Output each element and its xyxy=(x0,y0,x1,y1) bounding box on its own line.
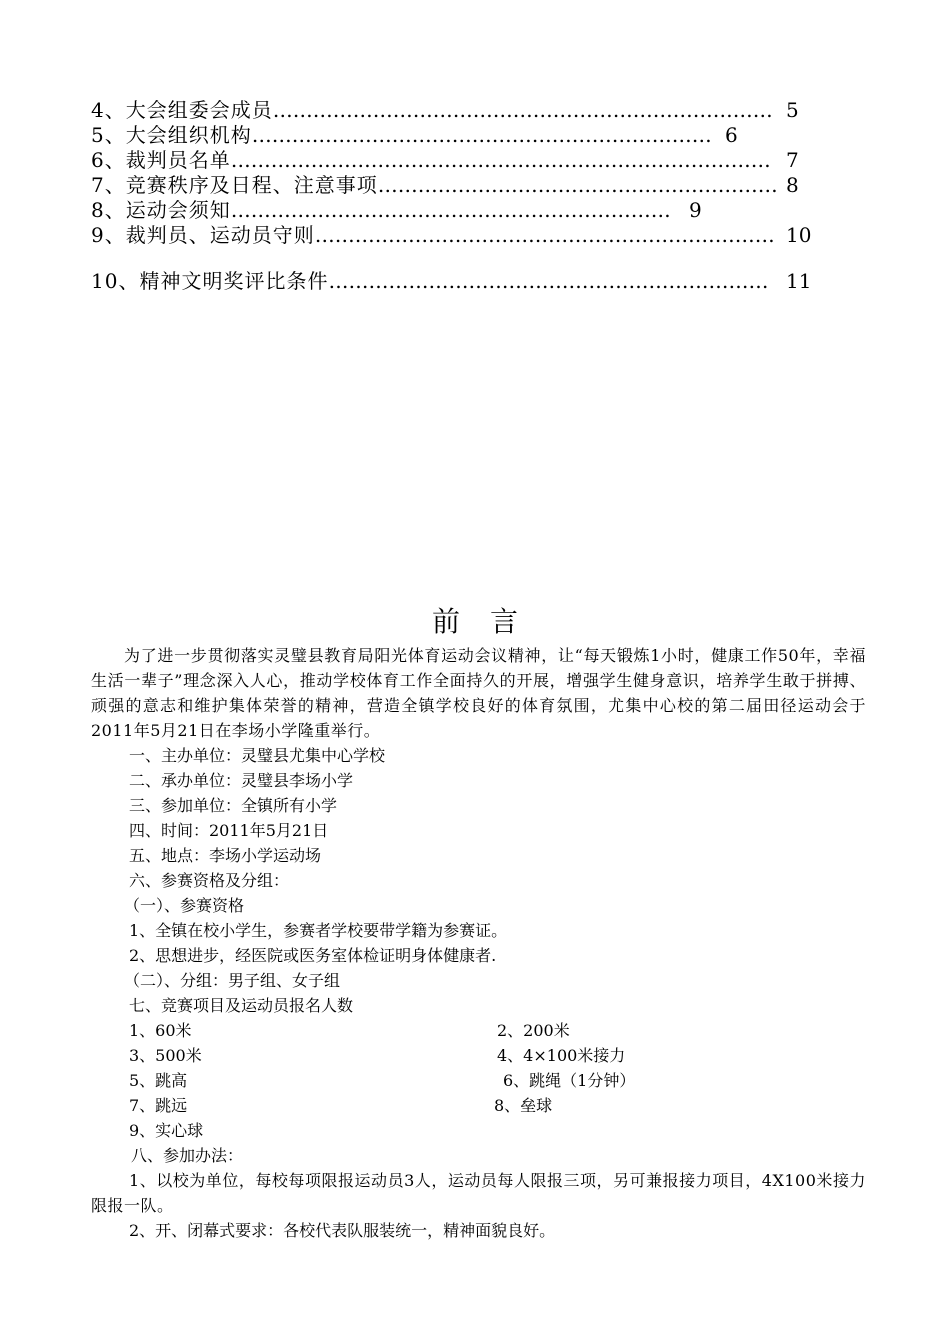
toc-entry-title: 4、大会组委会成员 xyxy=(91,98,273,122)
toc-leader: …………………………………………………………… xyxy=(251,123,712,147)
event-item: 4、4×100米接力 xyxy=(497,1046,626,1065)
time-line: 四、时间：2011年5月21日 xyxy=(129,821,329,840)
event-item: 6、跳绳（1分钟） xyxy=(503,1071,636,1090)
qualification-item: 1、全镇在校小学生，参赛者学校要带学籍为参赛证。 xyxy=(129,921,508,940)
event-row xyxy=(91,1018,866,1043)
place-line: 五、地点：李场小学运动场 xyxy=(129,846,322,865)
event-row xyxy=(91,1093,866,1118)
event-item: 2、200米 xyxy=(497,1021,570,1040)
qualification-subheading: （一）、参赛资格 xyxy=(124,896,245,915)
toc-page-number: 9 xyxy=(689,198,702,222)
toc-entry[interactable] xyxy=(91,98,821,123)
event-item: 7、跳远 xyxy=(129,1096,188,1115)
qualification-item: 2、思想进步，经医院或医务室体检证明身体健康者. xyxy=(129,946,497,965)
toc-entry-title: 8、运动会须知 xyxy=(91,198,231,222)
event-row xyxy=(91,1068,866,1093)
event-row xyxy=(91,1043,866,1068)
event-item: 3、500米 xyxy=(129,1046,202,1065)
toc-entry[interactable] xyxy=(91,123,821,148)
intro-paragraph: 为了进一步贯彻落实灵璧县教育局阳光体育运动会议精神，让“每天锻炼1小时，健康工作50年，幸福生活一辈子”理念深入人心，推动学校体育工作全面持久的开展，增强学生健身意识，培养学生敢于拼搏、顽强的意志和维护集体荣誉的精神，营造全镇学校良好的体育氛围，尤集中心校的第二届田径运动会于2011年5月21日在李场小学隆重举行。 xyxy=(91,646,866,740)
preface-body xyxy=(91,643,866,1243)
toc-entry[interactable] xyxy=(91,148,821,173)
toc-leader: ………………………………………………………… xyxy=(230,198,671,222)
toc-leader: …………………………………………………… xyxy=(377,173,778,197)
toc-entry[interactable] xyxy=(91,198,821,223)
toc-entry-title: 7、竞赛秩序及日程、注意事项 xyxy=(91,173,378,197)
table-of-contents xyxy=(91,98,821,294)
toc-entry-title: 10、精神文明奖评比条件 xyxy=(91,269,329,293)
toc-leader: …………………………………………………………… xyxy=(314,223,775,247)
toc-page-number: 7 xyxy=(786,148,799,172)
organizer-line: 一、主办单位：灵璧县尤集中心学校 xyxy=(129,746,386,765)
host-line: 二、承办单位：灵璧县李场小学 xyxy=(129,771,354,790)
participants-line: 三、参加单位：全镇所有小学 xyxy=(129,796,338,815)
toc-page-number: 10 xyxy=(786,223,812,247)
toc-entry[interactable] xyxy=(91,173,821,198)
events-heading: 七、竞赛项目及运动员报名人数 xyxy=(129,996,354,1015)
event-item: 5、跳高 xyxy=(129,1071,188,1090)
event-item: 1、60米 xyxy=(129,1021,192,1040)
toc-entry-title: 9、裁判员、运动员守则 xyxy=(91,223,315,247)
method-heading: 八、参加办法： xyxy=(131,1146,244,1165)
group-line: （二）、分组：男子组、女子组 xyxy=(124,971,341,990)
toc-leader: ………………………………………………………… xyxy=(328,269,769,293)
section-title: 前言 xyxy=(431,605,548,638)
method-item: 1、以校为单位，每校每项限报运动员3人，运动员每人限报三项，另可兼报接力项目，4X100米接力限报一队。 xyxy=(91,1171,866,1215)
toc-leader: ……………………………………………………………………… xyxy=(230,148,771,172)
event-item: 9、实心球 xyxy=(129,1121,204,1140)
toc-entry[interactable] xyxy=(91,269,821,294)
toc-leader: ………………………………………………………………… xyxy=(272,98,773,122)
toc-page-number: 8 xyxy=(786,173,799,197)
toc-page-number: 11 xyxy=(786,269,812,293)
toc-page-number: 5 xyxy=(786,98,799,122)
toc-entry-title: 6、裁判员名单 xyxy=(91,148,231,172)
event-item: 8、垒球 xyxy=(494,1096,553,1115)
qualification-heading: 六、参赛资格及分组： xyxy=(129,871,290,890)
toc-entry-title: 5、大会组织机构 xyxy=(91,123,252,147)
toc-page-number: 6 xyxy=(725,123,738,147)
method-item: 2、开、闭幕式要求：各校代表队服装统一，精神面貌良好。 xyxy=(129,1221,556,1240)
toc-entry[interactable] xyxy=(91,223,821,248)
